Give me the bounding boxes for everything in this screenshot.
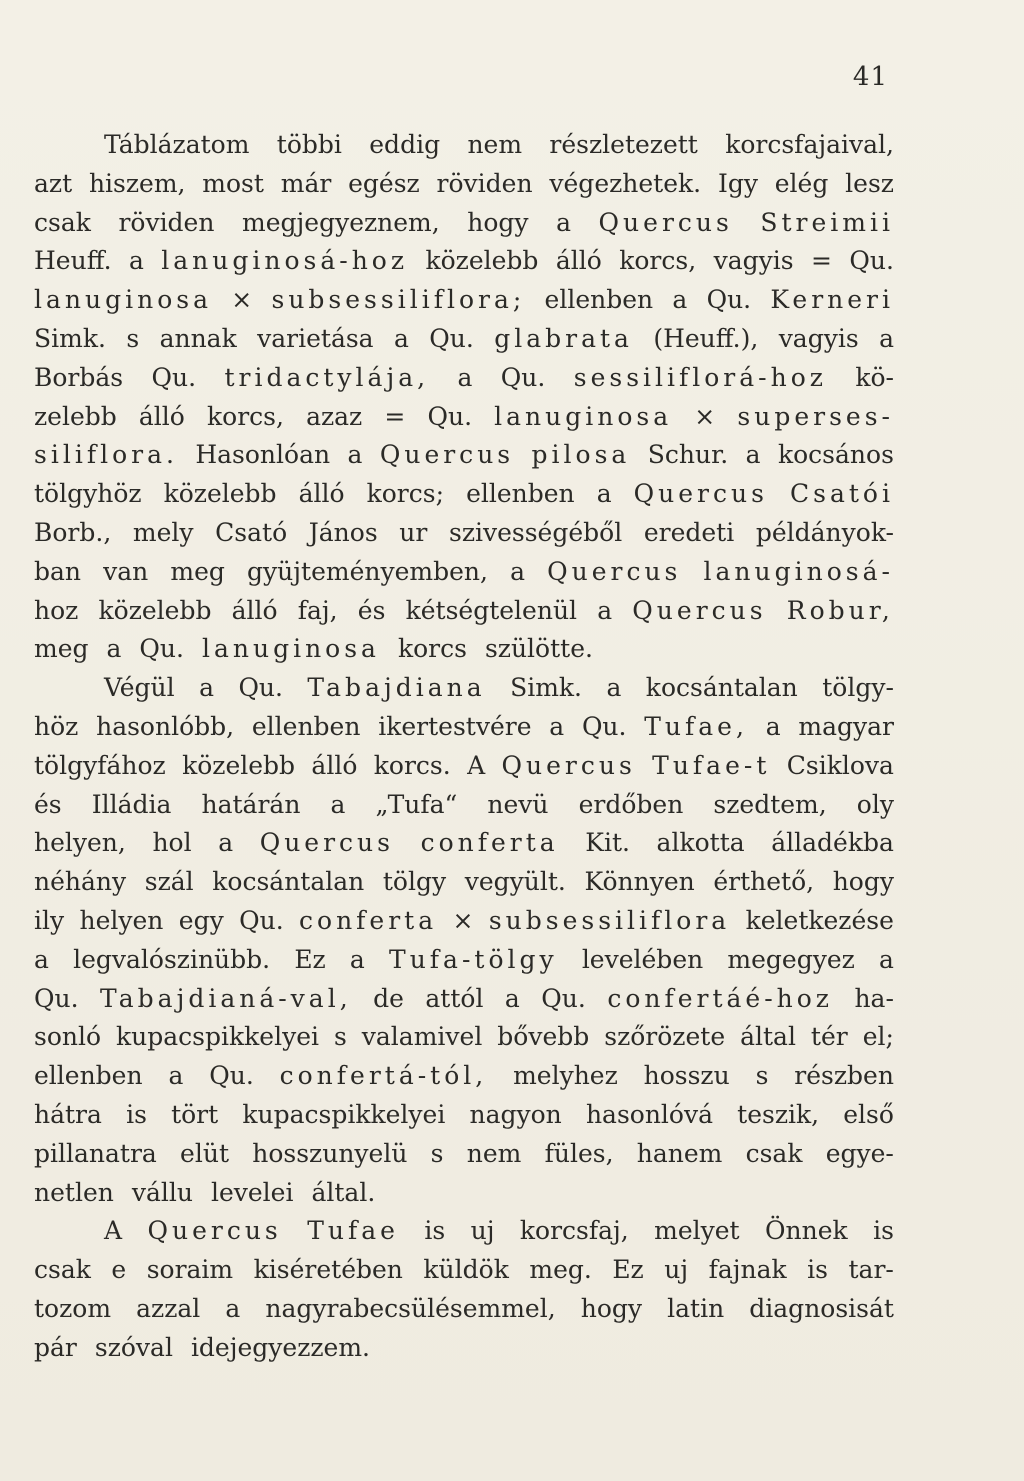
word: Végül — [104, 673, 175, 703]
word: tölgyfához — [34, 750, 166, 780]
text-line — [34, 1212, 894, 1251]
word: korcs. — [373, 750, 451, 780]
word: Quercus — [633, 479, 768, 509]
word: nevü — [487, 789, 549, 819]
word: ellenben — [251, 711, 361, 741]
word: a — [879, 944, 894, 974]
word: pár — [34, 1332, 77, 1362]
word: legvalószinübb. — [73, 944, 271, 974]
word: a — [168, 1061, 184, 1091]
word: a — [765, 711, 781, 741]
word: helyen — [79, 905, 164, 935]
word: lanuginosa — [34, 285, 212, 315]
text-line — [34, 475, 894, 514]
word: el; — [862, 1022, 894, 1052]
word: vállu — [131, 1177, 193, 1207]
word: korcs — [397, 634, 467, 664]
word: is — [126, 1099, 147, 1129]
word: a — [34, 944, 49, 974]
word: megegyez — [727, 944, 855, 974]
word: közelebb — [98, 595, 212, 625]
word: Qu. — [139, 634, 184, 664]
word: tölgy- — [822, 673, 894, 703]
word: elüt — [180, 1138, 229, 1168]
word: vegyült. — [464, 867, 566, 897]
word: Robur, — [786, 595, 894, 625]
word: csak — [745, 1138, 803, 1168]
word: azzal — [136, 1293, 201, 1323]
word: Streimii — [760, 207, 894, 237]
word: részben — [794, 1061, 894, 1091]
word: uj — [470, 1216, 495, 1246]
word: Tufae, — [644, 711, 748, 741]
word: keletkezése — [745, 905, 894, 935]
word: glabrata — [494, 323, 633, 353]
word: Quercus — [501, 750, 636, 780]
word: lesz — [845, 168, 894, 198]
word: conferta — [420, 828, 559, 858]
word: tozom — [34, 1293, 112, 1323]
word: Qu. — [151, 362, 197, 392]
text-line — [34, 165, 894, 204]
word: korcs; — [366, 479, 445, 509]
word: sessiliflorá-hoz — [573, 362, 827, 392]
word: meg. — [529, 1255, 592, 1285]
word: magyar — [798, 711, 894, 741]
word: a — [556, 207, 571, 237]
word: s — [755, 1061, 769, 1091]
word: „Tufa“ — [375, 789, 458, 819]
word: tridactylája, — [224, 362, 430, 392]
word: s — [333, 1022, 347, 1052]
word: példányok- — [755, 517, 894, 547]
word: Csatói — [789, 479, 894, 509]
text-line — [34, 630, 894, 669]
word: küldök — [423, 1255, 509, 1285]
word: hosszunyelü — [252, 1138, 408, 1168]
text-line — [34, 1135, 894, 1174]
text-line — [34, 398, 894, 437]
word: a — [218, 828, 234, 858]
word: van — [103, 556, 149, 586]
word: superses- — [737, 401, 894, 431]
word: elég — [774, 168, 829, 198]
text-line — [34, 514, 894, 553]
word: álló — [311, 750, 358, 780]
word: netlen — [34, 1177, 114, 1207]
text-line — [34, 1057, 894, 1096]
word: hosszu — [643, 1061, 730, 1091]
word: kupacspikkelyei — [242, 1099, 446, 1129]
body-text — [34, 126, 894, 1368]
text-line — [34, 592, 894, 631]
word: annak — [159, 323, 237, 353]
word: szedtem, — [713, 789, 827, 819]
word: Kit. — [585, 828, 630, 858]
word: Ez — [612, 1255, 644, 1285]
word: eredeti — [643, 517, 735, 547]
word: is — [807, 1255, 828, 1285]
word: s — [430, 1138, 444, 1168]
word: confertá-tól, — [279, 1061, 488, 1091]
word: faj, — [297, 595, 338, 625]
word: A — [104, 1216, 123, 1246]
word: is — [424, 1216, 446, 1246]
word: höz — [34, 711, 79, 741]
word: ily — [34, 905, 65, 935]
word: korcs, — [619, 246, 697, 276]
word: lanuginosá-hoz — [161, 246, 409, 276]
word: a — [349, 944, 365, 974]
word: mely — [132, 517, 194, 547]
word: hiszem, — [88, 168, 186, 198]
word: Borb., — [34, 517, 112, 547]
word: ha- — [854, 983, 894, 1013]
word: idejegyezzem. — [190, 1332, 370, 1362]
word: Qu. — [34, 983, 79, 1013]
text-line — [34, 1096, 894, 1135]
word: szülötte. — [484, 634, 593, 664]
text-line — [34, 242, 894, 281]
word: levelei — [210, 1177, 294, 1207]
word: a — [549, 711, 565, 741]
word: Illádia — [91, 789, 172, 819]
word: Quercus — [547, 556, 682, 586]
word: (Heuff.), — [653, 323, 759, 353]
text-line — [34, 1290, 894, 1329]
word: pilosa — [531, 440, 631, 470]
word: szóval — [94, 1332, 173, 1362]
word: hanem — [636, 1138, 723, 1168]
word: a — [199, 673, 214, 703]
word: a — [225, 1293, 241, 1323]
word: korcsfajaival, — [725, 130, 894, 159]
word: álló — [555, 246, 602, 276]
text-line — [34, 553, 894, 592]
word: a — [606, 673, 622, 703]
word: eddig — [369, 130, 441, 159]
word: Tabajdiana — [307, 673, 486, 703]
text-line — [34, 708, 894, 747]
word: a — [672, 285, 688, 315]
word: szőrözete — [604, 1022, 726, 1052]
word: bővebb — [497, 1022, 590, 1052]
text-line — [34, 320, 894, 359]
text-line — [34, 786, 894, 825]
word: kocsános — [777, 440, 894, 470]
word: a — [128, 246, 144, 276]
word: tört — [171, 1099, 219, 1129]
word: a — [504, 983, 520, 1013]
word: határán — [201, 789, 301, 819]
word: s — [126, 323, 140, 353]
word: Heuff. — [34, 246, 112, 276]
word: Kerneri — [770, 285, 894, 315]
word: meg — [34, 634, 89, 664]
word: röviden — [118, 207, 215, 237]
text-line — [34, 204, 894, 243]
word: szál — [144, 867, 194, 897]
word: alkotta — [656, 828, 745, 858]
word: Táblázatom — [104, 130, 250, 159]
word: tar- — [848, 1255, 894, 1285]
word: ellenben — [466, 479, 575, 509]
word: álló — [298, 479, 345, 509]
word: conferta — [299, 905, 438, 935]
text-line — [34, 863, 894, 902]
word: megjegyeznem, — [242, 207, 440, 237]
word: melyhez — [513, 1061, 618, 1091]
text-line — [34, 436, 894, 475]
word: többi — [276, 130, 342, 159]
word: hogy — [467, 207, 529, 237]
word: Borbás — [34, 362, 124, 392]
word: Qu. — [239, 905, 284, 935]
word: × — [231, 285, 253, 315]
text-line — [34, 980, 894, 1019]
word: hátra — [34, 1099, 102, 1129]
text-line — [34, 902, 894, 941]
word: e — [111, 1255, 127, 1285]
text-line — [34, 1329, 894, 1368]
word: a — [597, 595, 613, 625]
word: × — [452, 905, 474, 935]
word: helyen, — [34, 828, 126, 858]
word: korcs, — [207, 401, 284, 431]
text-line — [34, 747, 894, 786]
word: Qu. — [706, 285, 752, 315]
word: a — [510, 556, 525, 586]
word: röviden — [436, 168, 533, 198]
text-line — [34, 669, 894, 708]
word: varietása — [257, 323, 374, 353]
word: valamivel — [361, 1022, 483, 1052]
word: zelebb — [34, 401, 117, 431]
word: Ez — [294, 944, 326, 974]
text-line — [34, 1174, 894, 1213]
word: tölgyhöz — [34, 479, 142, 509]
word: közelebb — [163, 479, 277, 509]
word: Könnyen — [584, 867, 695, 897]
word: Qu. — [581, 711, 627, 741]
word: néhány — [34, 867, 127, 897]
word: csak — [34, 1255, 91, 1285]
word: Tufae-t — [652, 750, 771, 780]
word: is — [873, 1216, 894, 1246]
word: csak — [34, 207, 91, 237]
word: a — [330, 789, 346, 819]
word: Tabajdianá-val, — [100, 983, 352, 1013]
word: melyet — [654, 1216, 740, 1246]
word: tér — [810, 1022, 848, 1052]
word: végezhetek. — [549, 168, 702, 198]
word: egye- — [825, 1138, 894, 1168]
word: soraim — [146, 1255, 234, 1285]
word: a — [745, 440, 761, 470]
word: kiséretében — [253, 1255, 403, 1285]
word: siliflora. — [34, 440, 178, 470]
word: Qu. — [849, 246, 894, 276]
word: vagyis — [778, 323, 859, 353]
word: által. — [311, 1177, 376, 1207]
word: lanuginosa — [494, 401, 673, 431]
word: és — [34, 789, 62, 819]
word: Schur. — [647, 440, 729, 470]
word: ban — [34, 556, 82, 586]
word: hoz — [34, 595, 79, 625]
word: nem — [467, 130, 523, 159]
word: gyüjteményemben, — [247, 556, 488, 586]
word: álladékba — [771, 828, 894, 858]
word: lanuginosá- — [703, 556, 894, 586]
word: Qu. — [500, 362, 546, 392]
word: tölgy — [382, 867, 447, 897]
word: Quercus — [632, 595, 767, 625]
word: Quercus — [147, 1216, 282, 1246]
word: Qu. — [427, 401, 473, 431]
page-number: 41 — [852, 62, 888, 92]
word: Hasonlóan — [195, 440, 331, 470]
word: hasonlóbb, — [96, 711, 235, 741]
word: kupacspikkelyei — [116, 1022, 319, 1052]
word: teszik, — [737, 1099, 820, 1129]
word: × — [694, 401, 716, 431]
word: kocsántalan — [645, 673, 798, 703]
word: subsessiliflora — [488, 905, 731, 935]
word: Igy — [717, 168, 758, 198]
word: uj — [664, 1255, 689, 1285]
word: = — [810, 246, 832, 276]
word: Qu. — [541, 983, 586, 1013]
word: kétségtelenül — [405, 595, 578, 625]
word: érthető, — [713, 867, 815, 897]
word: confertáé-hoz — [607, 983, 833, 1013]
word: Simk. — [34, 323, 106, 353]
word: nem — [466, 1138, 522, 1168]
word: közelebb — [182, 750, 296, 780]
word: hogy — [832, 867, 894, 897]
word: latin — [667, 1293, 725, 1323]
word: Tufae — [307, 1216, 399, 1246]
word: a — [347, 440, 363, 470]
word: egész — [348, 168, 420, 198]
word: a — [393, 323, 409, 353]
word: a — [106, 634, 122, 664]
word: már — [280, 168, 332, 198]
word: azt — [34, 168, 73, 198]
word: hol — [152, 828, 192, 858]
word: meg — [170, 556, 225, 586]
word: ellenben — [34, 1061, 143, 1091]
word: közelebb — [425, 246, 539, 276]
word: fajnak — [708, 1255, 787, 1285]
word: által — [740, 1022, 796, 1052]
word: Quercus — [259, 828, 394, 858]
word: erdőben — [578, 789, 684, 819]
word: vagyis — [713, 246, 794, 276]
word: most — [202, 168, 264, 198]
word: Qu. — [209, 1061, 254, 1091]
word: = — [384, 401, 406, 431]
word: részletezett — [549, 130, 698, 159]
word: lanuginosa — [201, 634, 380, 664]
text-line — [34, 941, 894, 980]
word: sonló — [34, 1022, 102, 1052]
word: A — [467, 750, 486, 780]
word: Tufa-tölgy — [389, 944, 558, 974]
word: kö- — [855, 362, 894, 392]
word: pillanatra — [34, 1138, 157, 1168]
text-line — [34, 1018, 894, 1057]
word: oly — [856, 789, 894, 819]
word: Qu. — [429, 323, 474, 353]
word: és — [357, 595, 386, 625]
text-line — [34, 1251, 894, 1290]
word: Quercus — [598, 207, 733, 237]
word: nagyrabecsülésemmel, — [265, 1293, 556, 1323]
text-line — [34, 359, 894, 398]
word: Simk. — [510, 673, 583, 703]
word: ellenben — [544, 285, 654, 315]
word: nagyon — [469, 1099, 562, 1129]
word: Önnek — [765, 1216, 848, 1246]
word: egy — [178, 905, 224, 935]
word: hogy — [580, 1293, 643, 1323]
word: Qu. — [238, 673, 283, 703]
text-line — [34, 126, 894, 165]
word: a — [457, 362, 473, 392]
word: a — [879, 323, 894, 353]
word: első — [843, 1099, 894, 1129]
text-line — [34, 281, 894, 320]
word: kocsántalan — [212, 867, 365, 897]
word: attól — [425, 983, 484, 1013]
word: szivességéből — [448, 517, 623, 547]
word: levelében — [581, 944, 704, 974]
word: de — [373, 983, 404, 1013]
word: korcsfaj, — [519, 1216, 629, 1246]
word: János — [308, 517, 378, 547]
word: hasonlóvá — [585, 1099, 714, 1129]
word: álló — [138, 401, 185, 431]
word: diagnosisát — [749, 1293, 894, 1323]
word: Csató — [215, 517, 288, 547]
word: azaz — [306, 401, 363, 431]
text-line — [34, 824, 894, 863]
word: ur — [399, 517, 428, 547]
word: ikertestvére — [378, 711, 532, 741]
word: füles, — [544, 1138, 614, 1168]
word: álló — [231, 595, 278, 625]
word: Quercus — [379, 440, 515, 470]
word: Csiklova — [786, 750, 894, 780]
word: a — [596, 479, 612, 509]
word: subsessiliflora; — [271, 285, 526, 315]
